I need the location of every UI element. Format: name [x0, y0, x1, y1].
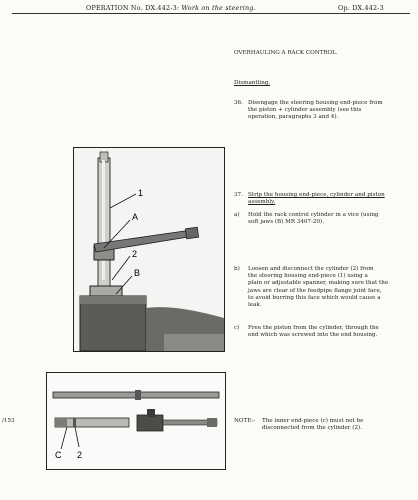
step37-a-line: soft jaws (B) MR 3407-20). [248, 219, 325, 226]
step37-heading [248, 192, 385, 206]
step37-b-line: plain or adjustable spanner, making sure that the [248, 280, 389, 287]
operation-title: Work on the steering. [181, 4, 256, 12]
note-line: disconnected from the cylinder (2). [262, 425, 362, 432]
cylinder-parts-illustration [47, 373, 225, 469]
step37-a-line: Hold the rack control cylinder in a vice (using [248, 212, 379, 218]
step36-line: the piston + cylinder assembly (see this [248, 107, 362, 114]
section-title: OVERHAULING A RACK CONTROL. [234, 50, 338, 56]
step37-c-text [248, 325, 379, 339]
step37-b-marker: b) [234, 266, 240, 272]
step37-b-text [248, 266, 388, 309]
margin-ref: /153 [2, 418, 15, 424]
step37-a-text [248, 212, 379, 226]
callout-C: C [55, 450, 62, 460]
step36-line: Disengage the steering housing end-piece from [248, 100, 383, 106]
figure-vice-photo [73, 147, 225, 352]
step36-text [248, 100, 383, 122]
step36-number: 36. [234, 100, 243, 106]
step37-b-line: jaws are clear of the feedpipe flange joint face, [248, 287, 382, 294]
callout-A: A [132, 212, 139, 222]
operation-number: OPERATION No. DX.442-3: [86, 4, 180, 12]
subsection-title: Dismantling. [234, 80, 271, 86]
step37-number: 37. [234, 192, 243, 198]
header-op-ref: Op. DX.442-3 [338, 4, 384, 12]
step36-line: operation, paragraphs 3 and 4). [248, 114, 339, 121]
step37-b-line: Loosen and disconnect the cylinder (2) from [248, 266, 374, 272]
step37-heading-line: assembly. [248, 199, 276, 206]
note-line: The inner end-piece (c) must not be [262, 418, 364, 424]
step37-heading-line: Strip the housing end-piece, cylinder and piston [248, 192, 385, 198]
step37-c-line: Free the piston from the cylinder, through the [248, 325, 379, 331]
step37-b-line: leak. [248, 302, 262, 309]
note-label: NOTE:- [234, 418, 256, 424]
header-rule [12, 13, 410, 14]
vice-spanner-illustration [74, 148, 224, 351]
header-operation [86, 4, 256, 12]
step37-b-line: the steering housing end-piece (1) using a [248, 273, 368, 280]
step37-c-marker: c) [234, 325, 240, 331]
callout-2-parts: 2 [77, 450, 83, 460]
figure-parts-photo [46, 372, 226, 470]
callout-B: B [134, 268, 141, 278]
note-text [262, 418, 363, 432]
step37-a-marker: a) [234, 212, 240, 218]
callout-2: 2 [132, 249, 138, 259]
step37-b-line: to avoid burring this face which would cause a [248, 294, 381, 301]
step37-c-line: end which was screwed into the end housing. [248, 332, 378, 339]
callout-1: 1 [138, 188, 144, 198]
